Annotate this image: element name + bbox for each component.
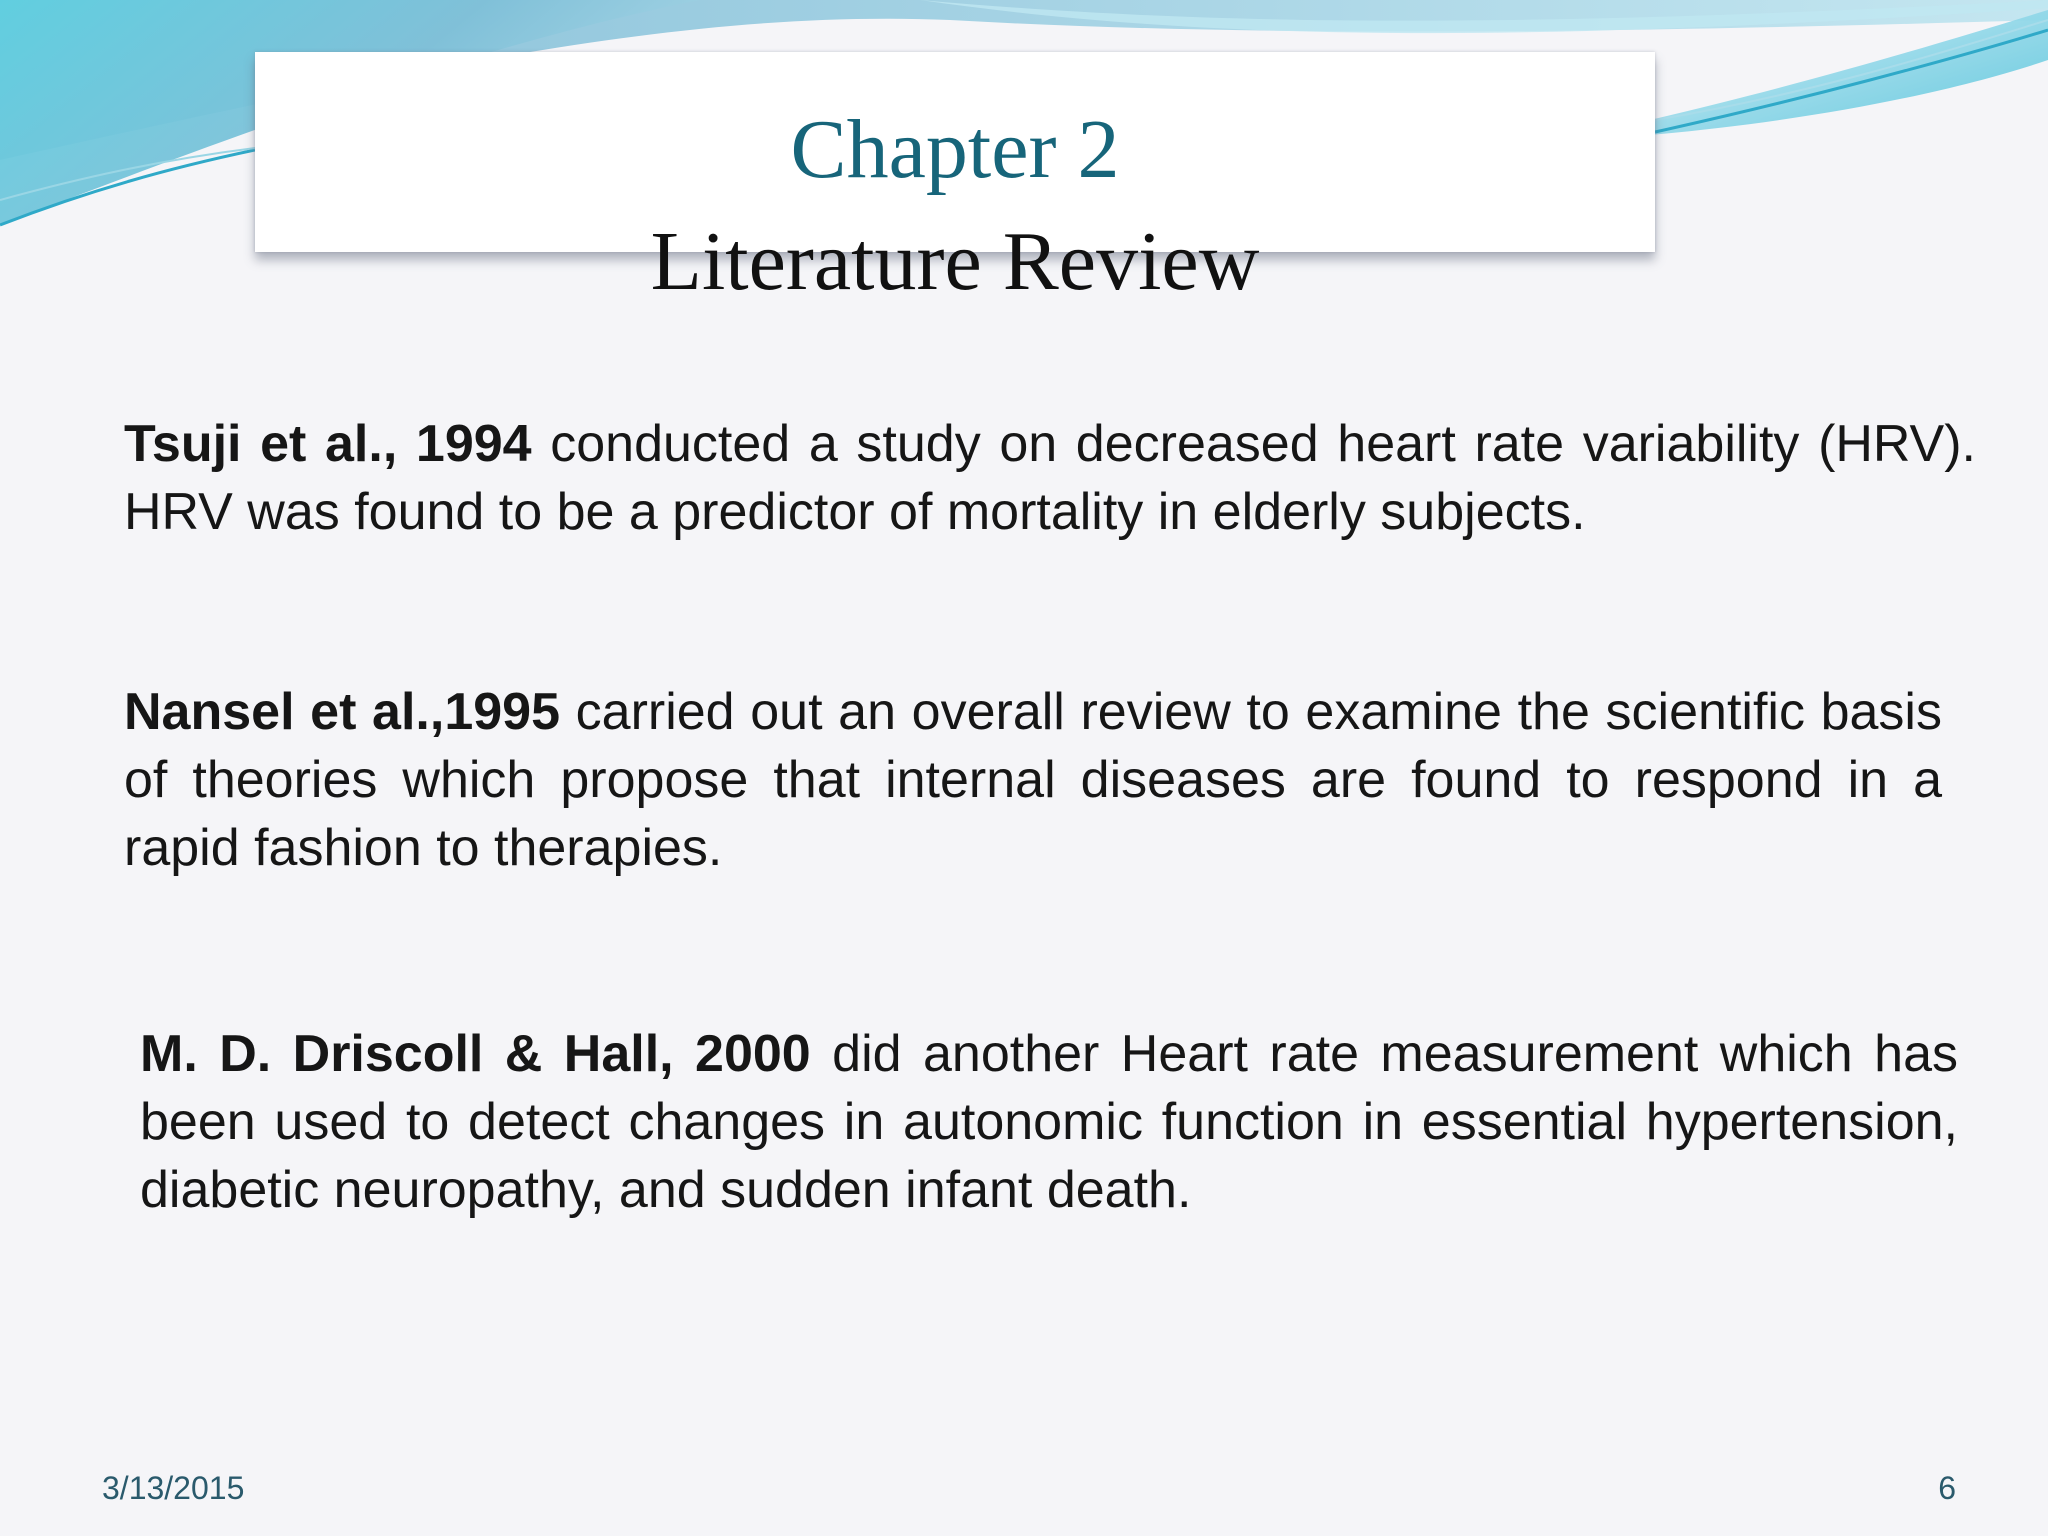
paragraph-text: did another Heart rate measurement which has been used to detect changes in autonomic function in essential hypertension, diabetic neuropathy, and sudden infant death.	[140, 1025, 1958, 1219]
paragraph-tsuji	[124, 410, 1976, 546]
title-box	[255, 52, 1655, 308]
wave-band-right	[1650, 10, 2048, 135]
citation: Tsuji et al., 1994	[124, 415, 532, 473]
citation: Nansel et al.,1995	[124, 683, 560, 741]
chapter-title: Chapter 2	[790, 103, 1120, 196]
paragraph-text: carried out an overall review to examine the scientific basis of theories which propose that internal diseases are found to respond in a rapid fashion to therapies.	[124, 683, 1942, 877]
paragraph-text: conducted a study on decreased heart rate variability (HRV). HRV was found to be a predictor of mortality in elderly subjects.	[124, 415, 1976, 541]
section-title: Literature Review	[650, 215, 1260, 308]
paragraph-driscoll	[140, 1020, 1958, 1224]
footer-date: 3/13/2015	[102, 1470, 245, 1506]
page-number: 6	[1938, 1470, 1956, 1506]
paragraph-nansel	[124, 678, 1942, 882]
citation: M. D. Driscoll & Hall, 2000	[140, 1025, 811, 1083]
